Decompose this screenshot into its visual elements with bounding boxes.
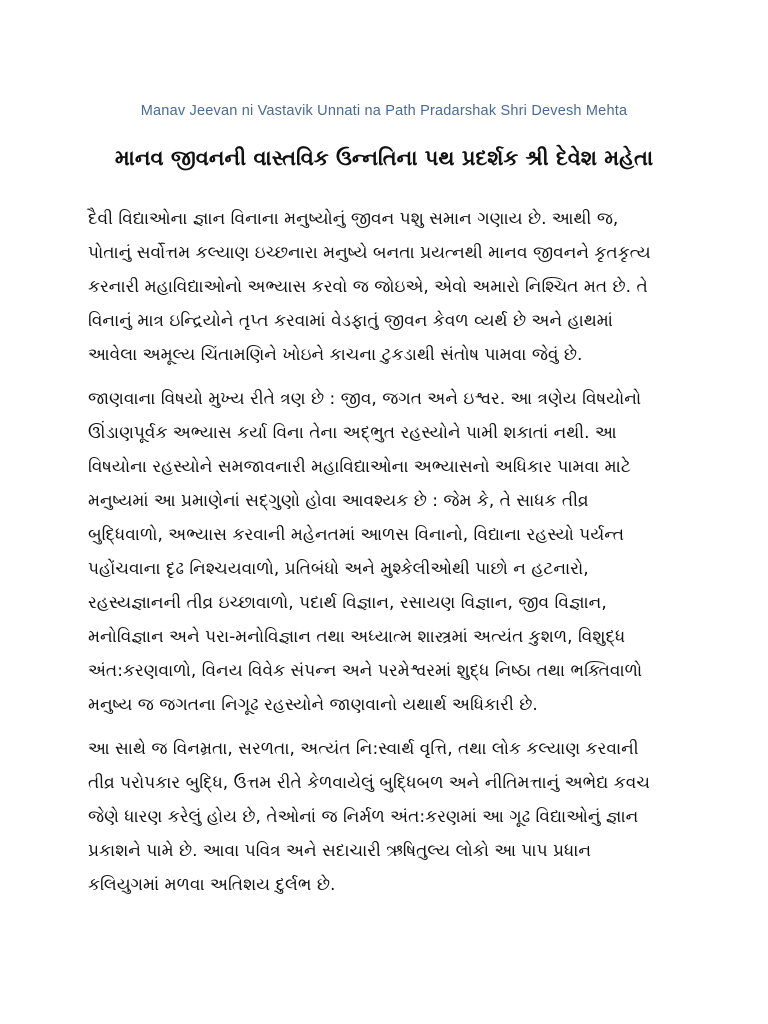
text-line: પહોંચવાના દૃઢ નિશ્ચયવાળો, પ્રતિબંધો અને મુશ્કેલીઓથી પાછો ન હટનારો, (88, 559, 589, 579)
document-subtitle: Manav Jeevan ni Vastavik Unnati na Path Pradarshak Shri Devesh Mehta (140, 103, 628, 119)
paragraph-2 (88, 382, 678, 722)
paragraph-1 (88, 202, 678, 372)
text-line: જેણે ધારણ કરેલું હોય છે, તેઓનાં જ નિર્મળ અંત:કરણમાં આ ગૂઢ વિદ્યાઓનું જ્ઞાન (88, 807, 639, 827)
text-line: રહસ્યજ્ઞાનની તીવ્ર ઇચ્છાવાળો, પદાર્થ વિજ્ઞાન, રસાયણ વિજ્ઞાન, જીવ વિજ્ઞાન, (88, 593, 607, 613)
text-line: આ સાથે જ વિનમ્રતા, સરળતા, અત્યંત નિ:સ્વાર્થ વૃત્તિ, તથા લોક કલ્યાણ કરવાની (88, 739, 639, 759)
text-line: કલિયુગમાં મળવા અતિશય દુર્લભ છે. (88, 875, 336, 895)
text-line: કરનારી મહાવિદ્યાઓનો અભ્યાસ કરવો જ જોઇએ, એવો અમારો નિશ્ચિત મત છે. તે (88, 277, 648, 297)
text-line: જાણવાના વિષયો મુખ્ય રીતે ત્રણ છે : જીવ, જગત અને ઇશ્વર. આ ત્રણેય વિષયોનો (88, 389, 642, 409)
text-line: મનુષ્ય જ જગતના નિગૂઢ રહસ્યોને જાણવાનો યથાર્થ અધિકારી છે. (88, 695, 538, 715)
text-line: દૈવી વિદ્યાઓના જ્ઞાન વિનાના મનુષ્યોનું જીવન પશુ સમાન ગણાય છે. આથી જ, (88, 209, 619, 229)
text-line: આવેલા અમૂલ્ય ચિંતામણિને ખોઇને કાચના ટુકડાથી સંતોષ પામવા જેવું છે. (88, 345, 583, 365)
text-line: ઊંડાણપૂર્વક અભ્યાસ કર્યા વિના તેના અદ્ભુત રહસ્યોને પામી શકાતાં નથી. આ (88, 423, 617, 443)
text-line: પોતાનું સર્વોત્તમ કલ્યાણ ઇચ્છનારા મનુષ્યે બનતા પ્રયત્નથી માનવ જીવનને કૃતકૃત્ય (88, 243, 651, 263)
text-line: વિનાનું માત્ર ઇન્દ્રિયોને તૃપ્ત કરવામાં વેડફાતું જીવન કેવળ વ્યર્થ છે અને હાથમાં (88, 311, 613, 331)
text-line: મનુષ્યમાં આ પ્રમાણેનાં સદ્ગુણો હોવા આવશ્યક છે : જેમ કે, તે સાધક તીવ્ર (88, 491, 589, 511)
text-line: અંત:કરણવાળો, વિનય વિવેક સંપન્ન અને પરમેશ્વરમાં શુદ્ધ નિષ્ઠા તથા ભક્તિવાળો (88, 661, 643, 681)
text-line: વિષયોના રહસ્યોને સમજાવનારી મહાવિદ્યાઓના અભ્યાસનો અધિકાર પામવા માટે (88, 457, 631, 477)
document-body (88, 202, 678, 912)
document-title: માનવ જીવનની વાસ્તવિક ઉન્નતિના પથ પ્રદર્શક શ્રી દેવેશ મહેતા (114, 146, 654, 170)
text-line: પ્રકાશને પામે છે. આવા પવિત્ર અને સદાચારી ઋષિતુલ્ય લોકો આ પાપ પ્રધાન (88, 841, 592, 861)
text-line: બુદ્ધિવાળો, અભ્યાસ કરવાની મહેનતમાં આળસ વિનાનો, વિદ્યાના રહસ્યો પર્યન્ત (88, 525, 625, 545)
paragraph-3 (88, 732, 678, 902)
text-line: તીવ્ર પરોપકાર બુદ્ધિ, ઉત્તમ રીતે કેળવાયેલું બુદ્ધિબળ અને નીતિમત્તાનું અભેદ્ય કવચ (88, 773, 650, 793)
text-line: મનોવિજ્ઞાન અને પરા-મનોવિજ્ઞાન તથા અધ્યાત્મ શાસ્ત્રમાં અત્યંત કુશળ, વિશુદ્ધ (88, 627, 626, 647)
